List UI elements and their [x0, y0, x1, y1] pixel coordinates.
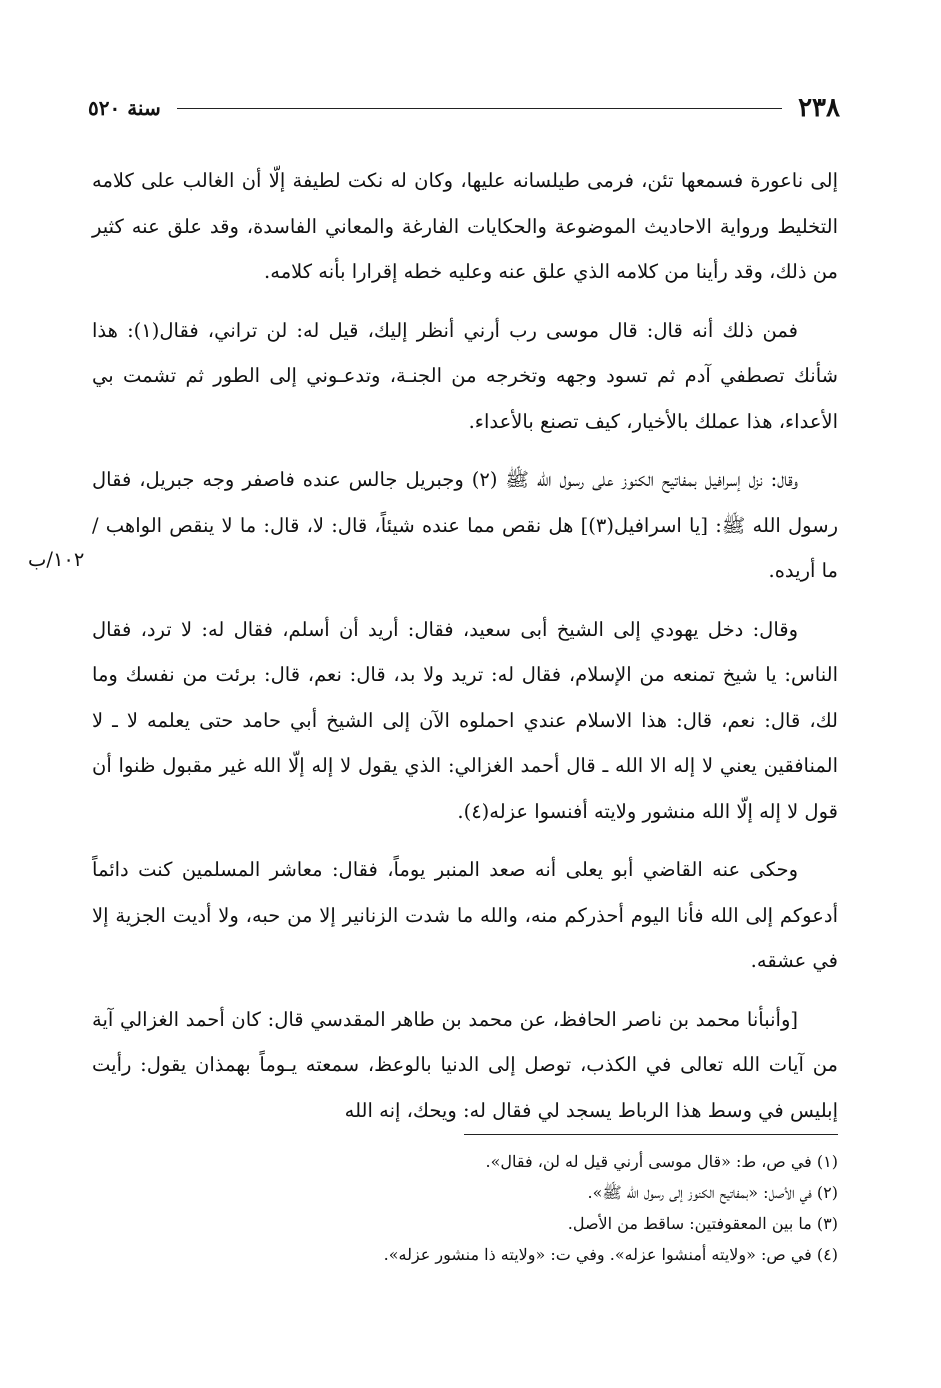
page-header: [88, 86, 840, 130]
footnote-3: (٣) ما بين المعقوفتين: ساقط من الأصل.: [567, 1214, 838, 1233]
paragraph-1: إلى ناعورة فسمعها تئن، فرمى طيلسانه عليها، وكان له نكت لطيفة إلّا أن الغالب على كلامه التخليط ورواية الاحاديث الموضوعة والحكايات الفارغة والمعاني الفاسدة، وقد علق عنه كثير من ذلك، وقد رأينا من كلامه الذي علق عنه وعليه خطه إقرارا بأنه كلامه.: [92, 169, 838, 283]
footnote-4: (٤) في ص: «ولايته أمنشوا عزله». وفي ت: «ولايته ذا منشور عزله».: [383, 1245, 838, 1264]
paragraph-5: وحكى عنه القاضي أبو يعلى أنه صعد المنبر يوماً، فقال: معاشر المسلمين كنت دائماً أدعوكم إلى الله فأنا اليوم أحذركم منه، والله ما شدت الزنانير إلا من حبه، ولا أديت الجزية إلا في عشقه.: [92, 858, 838, 972]
paragraph-6: [وأنبأنا محمد بن ناصر الحافظ، عن محمد بن طاهر المقدسي قال: كان أحمد الغزالي آية من آيات الله تعالى في الكذب، توصل إلى الدنيا بالوعظ، سمعته يـوماً بهمذان يقول: رأيت إبليس في وسط هذا الرباط يسجد لي فقال له: ويحك، إنه الله: [92, 1007, 838, 1122]
paragraph-2: فمن ذلك أنه قال: قال موسى رب أرني أنظر إليك، قيل له: لن تراني، فقال(١): هذا شأنك تصطفي آدم ثم تسود وجهه وتخرجه من الجنـة، وتدعـوني إلى الطور ثم تشمت بي الأعداء، هذا عملك بالأخيار، كيف تصنع بالأعداء.: [92, 318, 838, 433]
running-head: سنة ٥٢٠: [88, 96, 161, 120]
header-rule: [177, 108, 782, 109]
page-number: ٢٣٨: [798, 93, 840, 123]
footnote-1: (١) في ص، ط: «قال موسى أرني قيل له لن، فقال».: [485, 1152, 838, 1171]
footnote-rule: [464, 1134, 838, 1135]
folio-margin-note: ١٠٢/ب: [28, 548, 85, 571]
footnote-2: (٢) في الأصل: «بمفاتيح الكنوز إلى رسول الله ﷺ».: [587, 1183, 838, 1202]
paragraph-4: وقال: دخل يهودي إلى الشيخ أبى سعيد، فقال: أريد أن أسلم، فقال له: لا ترد، فقال الناس: يا شيخ تمنعه من الإسلام، فقال له: تريد ولا بد، قال: نعم، قال: برئت من نفسك وما لك، قال: نعم، قال: هذا الاسلام عندي احملوه الآن إلى الشيخ أبي حامد حتى يعلمه لا ـ لا المنافقين يعني لا إله الا الله ـ قال أحمد الغزالي: الذي يقول لا إله إلّا الله غير مقبول ظنوا أن قول لا إله إلّا الله منشور ولايته أفنسوا عزله(٤).: [92, 617, 838, 823]
main-text: [92, 158, 838, 1146]
footnotes: [200, 1146, 838, 1270]
paragraph-3: وقال: نزل إسرافيل بمفاتيح الكنوز على رسول الله ﷺ (٢) وجبريل جالس عنده فاصفر وجه جبريل، فقال رسول الله ﷺ: [يا اسرافيل(٣)] هل نقص مما عنده شيئاً، قال: لا، قال: ما لا ينقص الواهب / ما أريده.: [92, 468, 839, 582]
